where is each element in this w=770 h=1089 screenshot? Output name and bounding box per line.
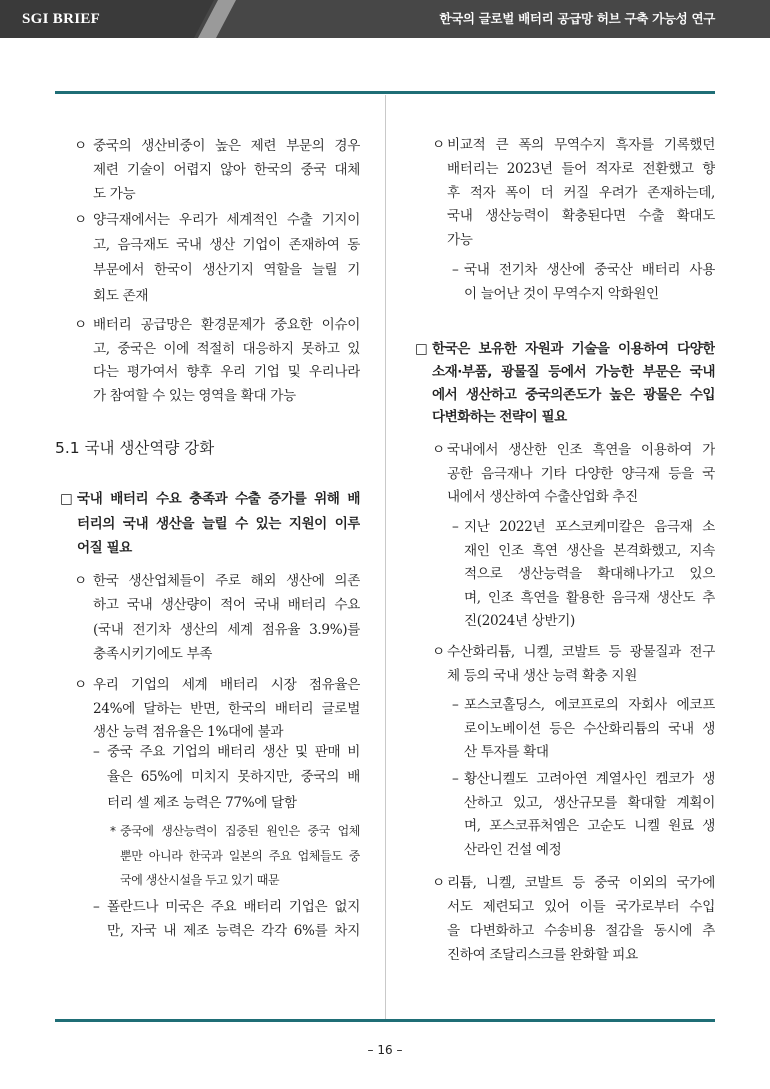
text-line: 공한 음극재나 기타 다양한 양극재 등을 국 (447, 465, 715, 482)
text-line: 고, 중국은 이에 적절히 대응하지 못하고 있 (93, 340, 360, 357)
text-line: 진하여 조달리스크를 완화할 피요 (447, 947, 638, 963)
text-line: 황산니켈도 고려아연 계열사인 켐코가 생 (464, 771, 715, 787)
text-line: 율은 65%에 미치지 못하지만, 중국의 배 (107, 769, 360, 786)
text-line: 로이노베이션 등은 수산화리튬의 국내 생 (464, 720, 715, 737)
text-line: 가능 (447, 232, 473, 249)
circle-bullet: ㅇ (432, 442, 445, 458)
text-line: 우리 기업의 세계 배터리 시장 점유율은 (93, 677, 360, 693)
text-line: 생산 능력 점유율은 1%대에 불과 (93, 724, 284, 740)
text-line: 회도 존재 (93, 287, 149, 304)
text-line: 에서 생산하고 중국의존도가 높은 광물은 수입 (432, 386, 715, 403)
brand-label: SGI BRIEF (22, 11, 101, 27)
text-line: 배터리 공급망은 환경문제가 중요한 이슈이 (93, 317, 360, 333)
dash-bullet: – (93, 899, 100, 915)
text-line: 소재·부품, 광물질 등에서 가능한 부문은 국내 (432, 363, 715, 380)
page-number: – 16 – (367, 1043, 403, 1057)
text-line: 제련 기술이 어렵지 않아 한국의 중국 대체 (93, 162, 360, 178)
text-line: 터리 셀 제조 능력은 77%에 달함 (107, 794, 297, 811)
text-line: 진(2024년 상반기) (464, 613, 575, 629)
text-line: 며, 인조 흑연을 활용한 음극재 생산도 추 (464, 589, 715, 606)
text-line: 리튬, 니켈, 코발트 등 중국 이외의 국가에 (447, 875, 715, 891)
text-line: 부문에서 한국이 생산기지 역할을 늘릴 기 (93, 262, 360, 279)
circle-bullet: ㅇ (432, 137, 445, 153)
bullet-item (74, 674, 360, 745)
circle-bullet: ㅇ (74, 573, 87, 589)
bullet-item (74, 134, 360, 206)
square-bullet: □ (60, 491, 73, 507)
document-title: 한국의 글로벌 배터리 공급망 허브 구축 가능성 연구 (439, 11, 715, 26)
text-line: 내에서 생산하여 수출산업화 추진 (447, 489, 638, 505)
text-line: 만, 자국 내 제조 능력은 각각 6%를 차지 (107, 923, 360, 939)
text-line: 수산화리튬, 니켈, 코발트 등 광물질과 전구 (447, 644, 715, 660)
text-line: 양극재에서는 우리가 세계적인 수출 기지이 (93, 212, 360, 228)
circle-bullet: ㅇ (74, 138, 87, 154)
dash-bullet: – (452, 262, 459, 278)
text-line: 가 참여할 수 있는 영역을 확대 가능 (93, 388, 296, 405)
sub-bullet-item (452, 694, 715, 765)
bullet-item (74, 569, 360, 666)
sub-bullet-item (452, 258, 715, 306)
text-line: 후 적자 폭이 더 커질 우려가 존재하는데, (447, 184, 715, 201)
text-line: 체 등의 국내 생산 능력 확충 지원 (447, 668, 637, 684)
text-line: 중국의 생산비중이 높은 제련 부문의 경우 (93, 138, 360, 154)
sub-bullet-item (93, 740, 360, 816)
text-line: 지난 2022년 포스코케미칼은 음극재 소 (464, 519, 715, 535)
text-line: 포스코홀딩스, 에코프로의 자회사 에코프 (464, 697, 715, 713)
circle-bullet: ㅇ (74, 212, 87, 228)
sub-bullet-item (93, 895, 360, 943)
text-line: 며, 포스코퓨처엠은 고순도 니켈 원료 생 (464, 818, 715, 835)
text-line: 어질 필요 (77, 540, 132, 556)
key-point-item (415, 338, 715, 429)
text-line: 국내 생산능력이 확충된다면 수출 확대도 (447, 208, 715, 225)
text-line: 도 가능 (93, 186, 136, 202)
text-line: 이 늘어난 것이 무역수지 악화원인 (464, 286, 659, 302)
text-line: 다는 평가여서 향후 우리 기업 및 우리나라 (93, 364, 360, 381)
footnote-item (110, 819, 360, 893)
circle-bullet: ㅇ (432, 875, 445, 891)
bullet-item (74, 314, 360, 409)
sub-bullet-item (452, 768, 715, 863)
circle-bullet: ㅇ (432, 644, 445, 660)
bullet-item (74, 208, 360, 309)
text-line: 24%에 달하는 반면, 한국의 배터리 글로벌 (93, 700, 360, 717)
column-divider (385, 95, 386, 1020)
dash-bullet: – (93, 744, 100, 760)
text-line: 산 투자를 확대 (464, 744, 549, 760)
text-line: 폴란드나 미국은 주요 배터리 기업은 없지 (107, 899, 360, 915)
key-point-item (60, 487, 360, 561)
text-line: 국에 생산시설을 두고 있기 때문 (120, 873, 280, 887)
text-line: 국내 배터리 수요 충족과 수출 증가를 위해 배 (77, 491, 360, 507)
text-line: 하고 국내 생산량이 적어 국내 배터리 수요 (93, 597, 360, 614)
bullet-item (432, 439, 715, 510)
dash-bullet: – (452, 519, 459, 535)
text-line: 배터리는 2023년 들어 적자로 전환했고 향 (447, 160, 715, 177)
text-line: 을 다변화하고 수송비용 절감을 동시에 추 (447, 923, 715, 939)
text-line: 재인 인조 흑연 생산을 본격화했고, 지속 (464, 542, 715, 559)
text-line: 비교적 큰 폭의 무역수지 흑자를 기록했던 (447, 137, 715, 153)
top-accent-rule (55, 91, 715, 94)
text-line: 국내 전기차 생산에 중국산 배터리 사용 (464, 262, 715, 278)
text-line: 산하고 있고, 생산규모를 확대할 계획이 (464, 794, 715, 811)
circle-bullet: ㅇ (74, 317, 87, 333)
text-line: 적으로 생산능력을 확대해나가고 있으 (464, 566, 715, 582)
text-line: (국내 전기차 생산의 세계 점유율 3.9%)를 (93, 621, 360, 638)
text-line: 뿐만 아니라 한국과 일본의 주요 업체들도 중 (120, 848, 360, 863)
square-bullet: □ (415, 341, 428, 357)
text-line: 터리의 국내 생산을 늘릴 수 있는 지원이 이루 (77, 515, 360, 532)
bottom-accent-rule (55, 1019, 715, 1022)
circle-bullet: ㅇ (74, 677, 87, 693)
text-line: 산라인 건설 예정 (464, 842, 562, 859)
text-line: 한국 생산업체들이 주로 해외 생산에 의존 (93, 573, 360, 589)
sub-bullet-item (452, 516, 715, 634)
text-line: 한국은 보유한 자원과 기술을 이용하여 다양한 (432, 341, 715, 357)
dash-bullet: – (452, 697, 459, 713)
text-line: 다변화하는 전략이 필요 (432, 409, 567, 426)
page-header (0, 0, 770, 38)
text-line: 중국에 생산능력이 집중된 원인은 중국 업체 (120, 824, 360, 838)
text-line: 고, 음극재도 국내 생산 기업이 존재하여 동 (93, 237, 360, 254)
asterisk-note-marker: * (110, 824, 116, 838)
bullet-item (432, 640, 715, 688)
bullet-item (432, 134, 715, 253)
text-line: 중국 주요 기업의 배터리 생산 및 판매 비 (107, 744, 360, 760)
section-heading: 5.1 국내 생산역량 강화 (55, 439, 215, 457)
bullet-item (432, 871, 715, 967)
text-line: 충족시키기에도 부족 (93, 645, 213, 662)
dash-bullet: – (452, 771, 459, 787)
text-line: 국내에서 생산한 인조 흑연을 이용하여 가 (447, 442, 715, 458)
text-line: 서도 제련되고 있어 이들 국가로부터 수입 (447, 899, 715, 915)
